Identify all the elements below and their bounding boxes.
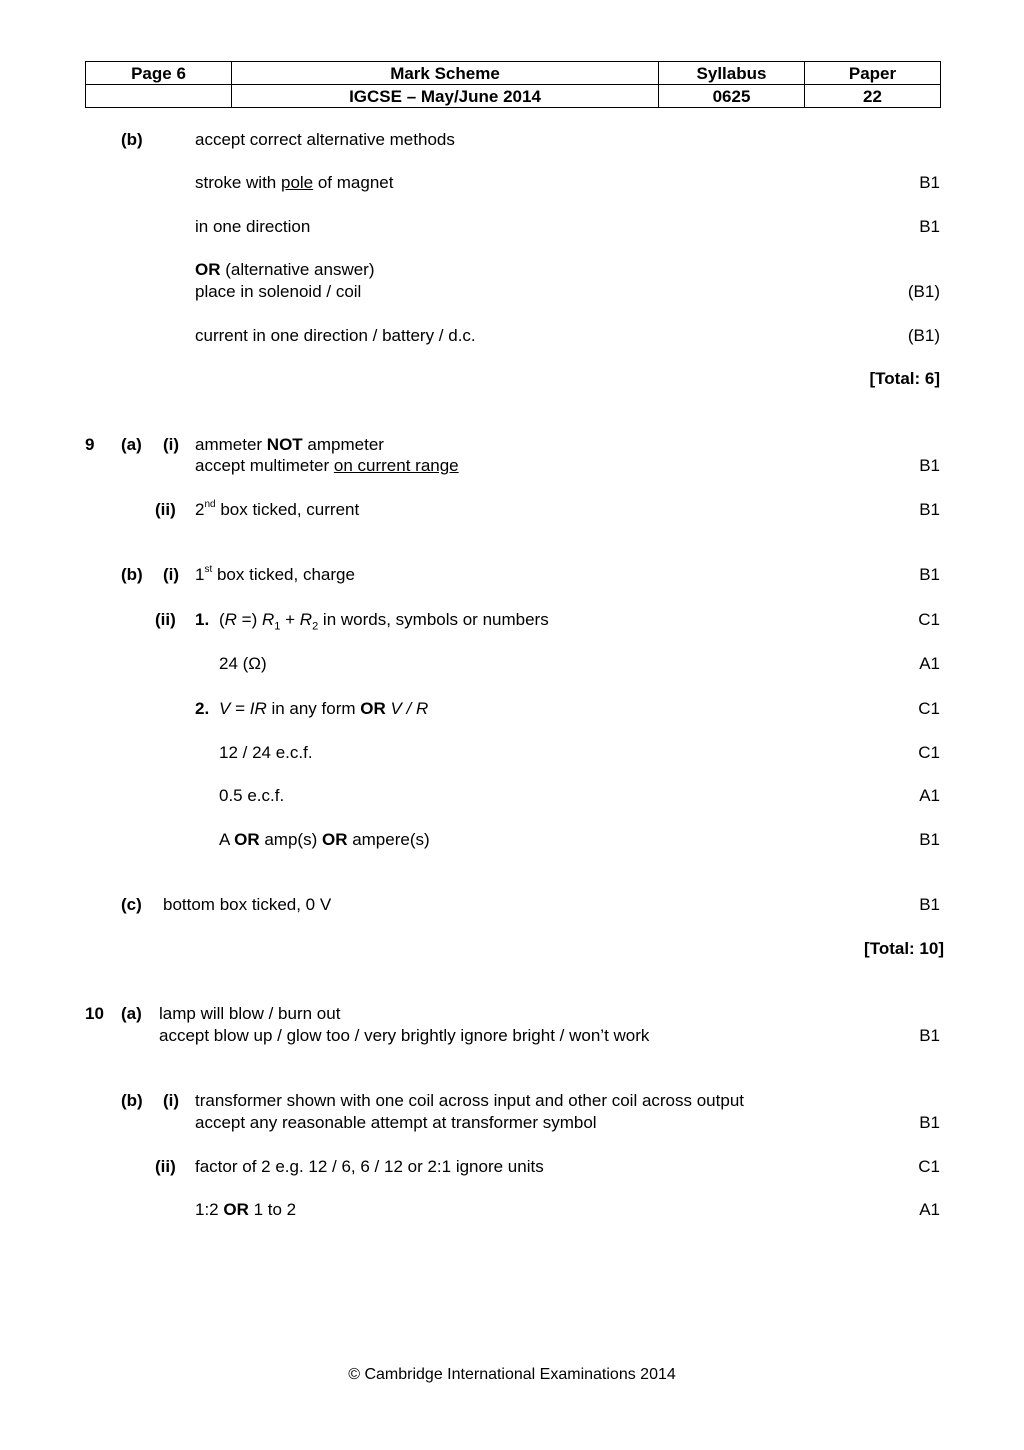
q9a-ii-text: 2nd box ticked, current: [195, 499, 360, 519]
q9-total: [Total: 10]: [864, 939, 944, 958]
q10a-label: (a): [121, 1004, 142, 1023]
q9c-mark: B1: [919, 895, 940, 914]
q9b-ii-1-answer-mark: A1: [919, 654, 940, 673]
header-table: [85, 61, 941, 108]
q9b-ii-2-line4: A OR amp(s) OR ampere(s): [219, 830, 430, 849]
q10b-label: (b): [121, 1091, 143, 1110]
q9b-ii-2-text: V = IR in any form OR V / R: [219, 699, 429, 718]
q9b-ii-label: (ii): [155, 610, 176, 629]
q9b-ii-1-answer: 24 (Ω): [219, 654, 267, 673]
q9b-ii-2-mark: C1: [918, 699, 940, 718]
q9a-i-line1: ammeter NOT ampmeter: [195, 435, 384, 454]
q9b-ii-2-line2-mark: C1: [918, 743, 940, 762]
q10-number: 10: [85, 1004, 104, 1023]
header-paper: Paper: [805, 62, 941, 85]
q9b-ii-1-mark: C1: [918, 610, 940, 629]
q9a-ii-label: (ii): [155, 500, 176, 519]
q9b-i-text: 1st box ticked, charge: [195, 564, 355, 584]
copyright-footer: © Cambridge International Examinations 2014: [348, 1366, 676, 1383]
q10a-line2: accept blow up / glow too / very brightly ignore bright / won’t work: [159, 1026, 650, 1045]
q8b-or-line: OR (alternative answer): [195, 260, 375, 279]
header-exam: IGCSE – May/June 2014: [232, 85, 659, 108]
q10b-i-line2: accept any reasonable attempt at transformer symbol: [195, 1113, 597, 1132]
q9a-label: (a): [121, 435, 142, 454]
q9b-ii-2-line3: 0.5 e.c.f.: [219, 786, 285, 805]
q9a-i-mark: B1: [919, 456, 940, 475]
header-page: Page 6: [86, 62, 232, 85]
q8b-intro: accept correct alternative methods: [195, 130, 455, 149]
q9b-i-label: (i): [163, 565, 180, 584]
q8b-line2: in one direction: [195, 217, 311, 236]
q9-number: 9: [85, 435, 95, 454]
q9b-ii-2-line4-mark: B1: [919, 830, 940, 849]
q8b-mark3: (B1): [907, 282, 940, 301]
q8b-line3: place in solenoid / coil: [195, 282, 362, 301]
q9b-i-mark: B1: [919, 565, 940, 584]
q10a-mark: B1: [919, 1026, 940, 1045]
q9b-ii-1-text: (R =) $R_1 + R_2$ in words, symbols or numbers: [219, 610, 549, 633]
q8b-label: (b): [121, 130, 143, 149]
header-syllabus: Syllabus: [659, 62, 805, 85]
header-syllabus-code: 0625: [659, 85, 805, 108]
q10b-i-line1: transformer shown with one coil across input and other coil across output: [195, 1091, 744, 1110]
header-blank: [86, 85, 232, 108]
q10b-ii-label: (ii): [155, 1157, 176, 1176]
q10b-i-mark: B1: [919, 1113, 940, 1132]
q9c-text: bottom box ticked, 0 V: [163, 895, 332, 914]
q10b-ii-line1: factor of 2 e.g. 12 / 6, 6 / 12 or 2:1 ignore units: [195, 1157, 544, 1176]
q9c-label: (c): [121, 895, 142, 914]
header-title: Mark Scheme: [232, 62, 659, 85]
q10b-i-label: (i): [163, 1091, 180, 1110]
q8b-mark1: B1: [919, 173, 940, 192]
q8b-line4: current in one direction / battery / d.c.: [195, 326, 476, 345]
header-paper-number: 22: [805, 85, 941, 108]
q10a-line1: lamp will blow / burn out: [159, 1004, 341, 1023]
q8b-line1: stroke with pole of magnet: [195, 173, 394, 192]
q9a-i-label: (i): [163, 435, 180, 454]
q10b-ii-line2: 1:2 OR 1 to 2: [195, 1200, 297, 1219]
q9a-ii-mark: B1: [919, 500, 940, 519]
q9b-ii-1-label: 1.: [195, 610, 210, 629]
q8b-mark2: B1: [919, 217, 940, 236]
q10b-ii-mark1: C1: [918, 1157, 940, 1176]
q8b-mark4: (B1): [907, 326, 940, 345]
q8-total: [Total: 6]: [869, 369, 940, 388]
q10b-ii-mark2: A1: [919, 1200, 940, 1219]
q9b-ii-2-line2: 12 / 24 e.c.f.: [219, 743, 313, 762]
q9a-i-line2: accept multimeter on current range: [195, 456, 459, 475]
q9b-ii-2-label: 2.: [195, 699, 210, 718]
q9b-label: (b): [121, 565, 143, 584]
q9b-ii-2-line3-mark: A1: [919, 786, 940, 805]
